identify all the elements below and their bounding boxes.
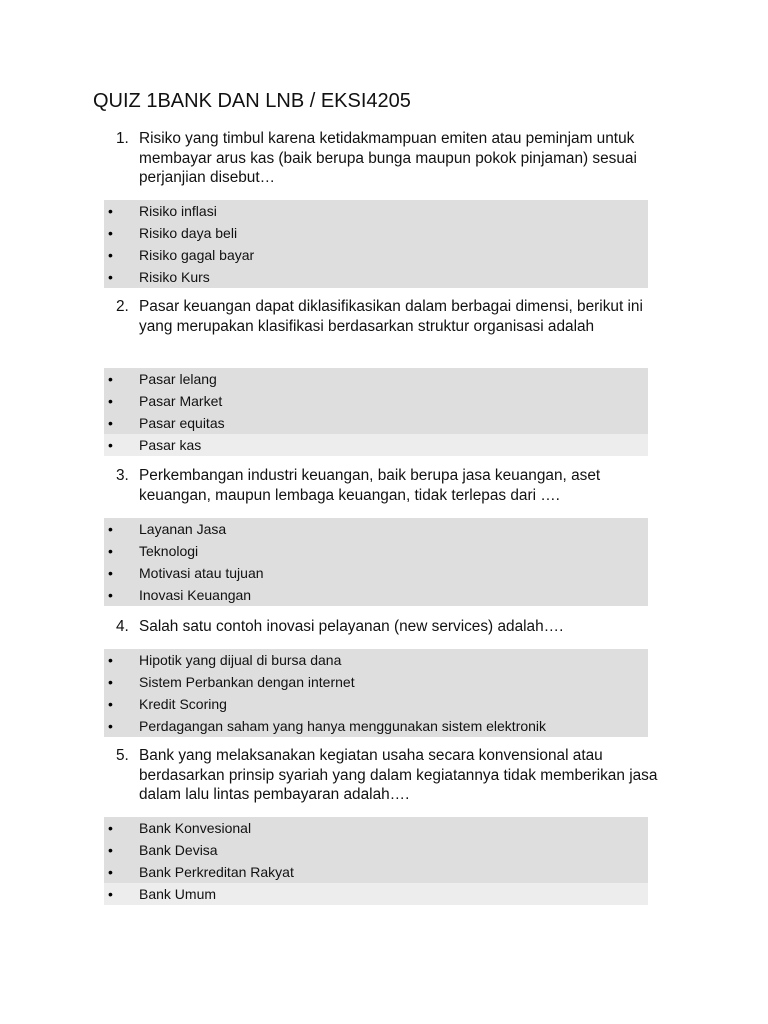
bullet-icon: • [108, 842, 113, 858]
option-text: Risiko Kurs [139, 269, 210, 285]
option-text: Hipotik yang dijual di bursa dana [139, 652, 342, 668]
option-text: Bank Umum [139, 886, 217, 902]
options-list-1 [104, 200, 648, 288]
question-5 [116, 746, 676, 805]
option-item [104, 649, 648, 671]
quiz-title: QUIZ 1BANK DAN LNB / EKSI4205 [93, 90, 411, 112]
option-item [104, 715, 648, 737]
option-item [104, 861, 648, 883]
option-text: Pasar equitas [139, 415, 225, 431]
option-item [104, 883, 648, 905]
bullet-icon: • [108, 652, 113, 668]
question-text: Pasar keuangan dapat diklasifikasikan dalam berbagai dimensi, berikut ini yang merupakan klasifikasi berdasarkan struktur organisasi adalah [139, 298, 643, 335]
option-text: Bank Devisa [139, 842, 218, 858]
option-item [104, 412, 648, 434]
option-text: Bank Perkreditan Rakyat [139, 864, 294, 880]
option-item [104, 244, 648, 266]
bullet-icon: • [108, 587, 113, 603]
options-list-3 [104, 518, 648, 606]
options-list-4 [104, 649, 648, 737]
bullet-icon: • [108, 674, 113, 690]
option-item [104, 200, 648, 222]
bullet-icon: • [108, 718, 113, 734]
bullet-icon: • [108, 696, 113, 712]
question-number: 1. [116, 130, 129, 147]
question-number: 5. [116, 747, 129, 764]
option-text: Inovasi Keuangan [139, 587, 252, 603]
option-item [104, 518, 648, 540]
question-4 [116, 617, 676, 637]
bullet-icon: • [108, 269, 113, 285]
bullet-icon: • [108, 565, 113, 581]
options-list-2 [104, 368, 648, 456]
bullet-icon: • [108, 437, 113, 453]
question-text: Risiko yang timbul karena ketidakmampuan emiten atau peminjam untuk membayar arus kas (baik berupa bunga maupun pokok pinjaman) sesuai perjanjian disebut… [139, 130, 637, 186]
option-item [104, 390, 648, 412]
bullet-icon: • [108, 247, 113, 263]
bullet-icon: • [108, 393, 113, 409]
option-item [104, 584, 648, 606]
option-text: Risiko daya beli [139, 225, 238, 241]
question-text: Perkembangan industri keuangan, baik berupa jasa keuangan, aset keuangan, maupun lembaga keuangan, tidak terlepas dari …. [139, 467, 601, 504]
option-text: Pasar Market [139, 393, 223, 409]
option-item [104, 222, 648, 244]
question-number: 3. [116, 467, 129, 484]
options-list-5 [104, 817, 648, 905]
question-number: 4. [116, 618, 129, 635]
bullet-icon: • [108, 886, 113, 902]
bullet-icon: • [108, 543, 113, 559]
bullet-icon: • [108, 820, 113, 836]
option-text: Bank Konvesional [139, 820, 252, 836]
option-text: Kredit Scoring [139, 696, 227, 712]
option-text: Risiko gagal bayar [139, 247, 255, 263]
question-2 [116, 297, 676, 336]
bullet-icon: • [108, 864, 113, 880]
option-item [104, 562, 648, 584]
bullet-icon: • [108, 203, 113, 219]
option-text: Pasar kas [139, 437, 202, 453]
option-item [104, 839, 648, 861]
option-text: Perdagangan saham yang hanya menggunakan sistem elektronik [139, 718, 547, 734]
question-number: 2. [116, 298, 129, 315]
option-text: Layanan Jasa [139, 521, 227, 537]
option-item [104, 368, 648, 390]
option-item [104, 540, 648, 562]
option-item [104, 817, 648, 839]
option-item [104, 434, 648, 456]
question-3 [116, 466, 676, 505]
option-text: Motivasi atau tujuan [139, 565, 264, 581]
question-1 [116, 129, 676, 188]
option-item [104, 671, 648, 693]
bullet-icon: • [108, 415, 113, 431]
option-item [104, 266, 648, 288]
bullet-icon: • [108, 225, 113, 241]
question-text: Salah satu contoh inovasi pelayanan (new services) adalah…. [139, 618, 564, 635]
option-text: Sistem Perbankan dengan internet [139, 674, 355, 690]
option-text: Risiko inflasi [139, 203, 217, 219]
option-item [104, 693, 648, 715]
option-text: Teknologi [139, 543, 199, 559]
option-text: Pasar lelang [139, 371, 217, 387]
bullet-icon: • [108, 371, 113, 387]
question-text: Bank yang melaksanakan kegiatan usaha secara konvensional atau berdasarkan prinsip syariah yang dalam kegiatannya tidak memberikan jasa dalam lalu lintas pembayaran adalah…. [139, 747, 658, 803]
bullet-icon: • [108, 521, 113, 537]
